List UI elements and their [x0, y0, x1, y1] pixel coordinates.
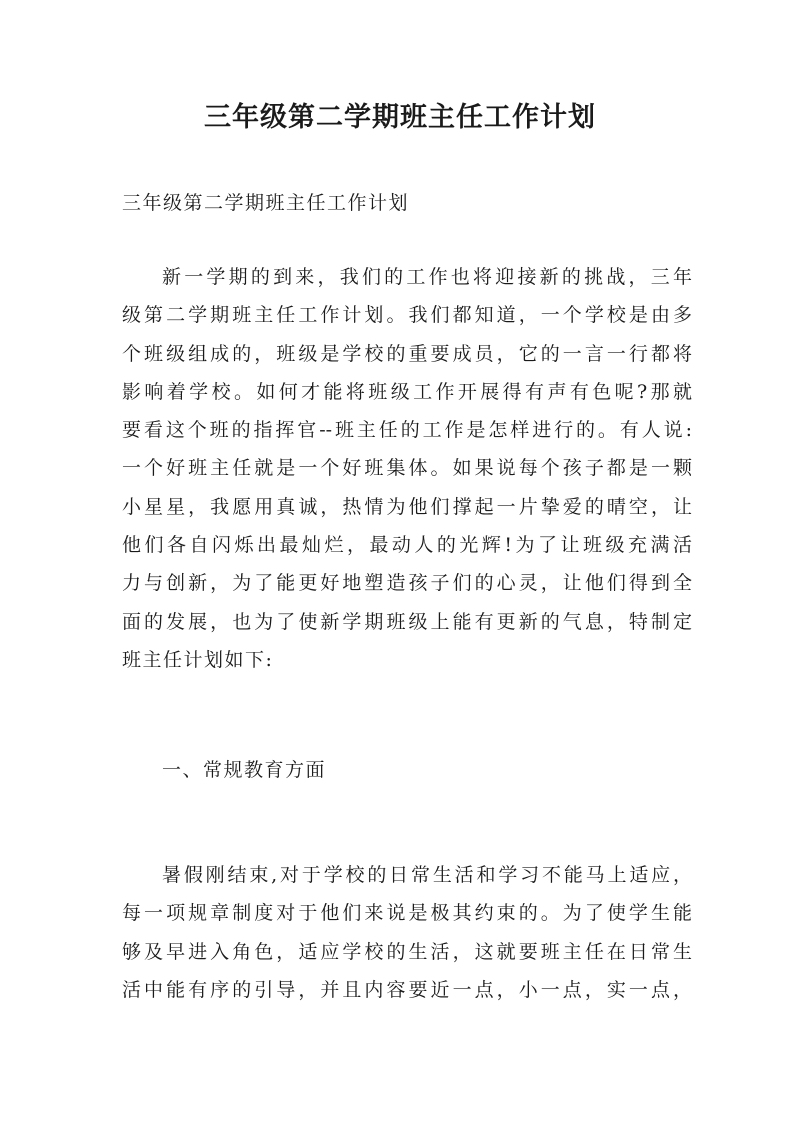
- paragraph-line: 面的发展，也为了使新学期班级上能有更新的气息，特制定: [122, 610, 692, 633]
- paragraph-line: 影响着学校。如何才能将班级工作开展得有声有色呢?那就: [122, 380, 692, 403]
- routine-education-paragraph: [122, 856, 692, 1009]
- paragraph-line: 一个好班主任就是一个好班集体。如果说每个孩子都是一颗: [122, 457, 692, 480]
- section-heading-routine-education: 一、常规教育方面: [162, 759, 327, 781]
- paragraph-line: 班主任计划如下:: [122, 648, 274, 671]
- paragraph-line: 小星星，我愿用真诚，热情为他们撑起一片挚爱的晴空，让: [122, 495, 692, 518]
- intro-paragraph: [122, 258, 692, 679]
- paragraph-line: 暑假刚结束,对于学校的日常生活和学习不能马上适应，: [162, 864, 692, 886]
- paragraph-line: 每一项规章制度对于他们来说是极其约束的。为了使学生能: [122, 902, 692, 925]
- paragraph-line: 新一学期的到来，我们的工作也将迎接新的挑战，三年: [162, 266, 692, 288]
- paragraph-line: 够及早进入角色，适应学校的生活，这就要班主任在日常生: [122, 940, 692, 963]
- paragraph-line: 个班级组成的，班级是学校的重要成员，它的一言一行都将: [122, 342, 692, 365]
- document-title: 三年级第二学期班主任工作计划: [204, 102, 596, 133]
- document-subtitle: 三年级第二学期班主任工作计划: [122, 192, 410, 214]
- paragraph-line: 他们各自闪烁出最灿烂，最动人的光辉!为了让班级充满活: [122, 534, 692, 557]
- paragraph-line: 级第二学期班主任工作计划。我们都知道，一个学校是由多: [122, 304, 692, 327]
- paragraph-line: 活中能有序的引导，并且内容要近一点，小一点，实一点，: [122, 978, 692, 1001]
- paragraph-line: 力与创新，为了能更好地塑造孩子们的心灵，让他们得到全: [122, 572, 692, 595]
- paragraph-line: 要看这个班的指挥官--班主任的工作是怎样进行的。有人说:: [122, 419, 692, 442]
